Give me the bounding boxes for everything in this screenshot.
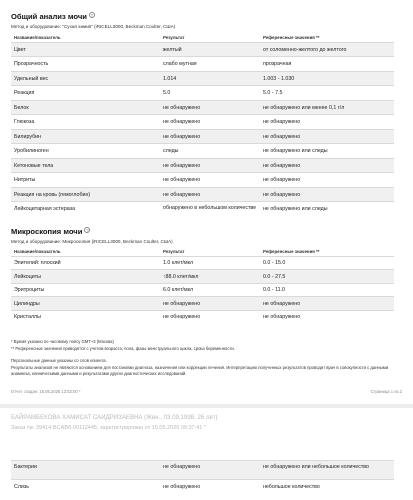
micro-section-title [11,227,90,236]
urine-table-header [11,34,394,42]
row-name: Уробилиноген [11,144,163,159]
page-number: Страница 1 из 2 [370,389,402,394]
row-ref: не обнаружено или следы [263,144,394,159]
micro-title-text: Микроскопия мочи [11,227,83,236]
row-name: Билирубин [11,129,163,144]
row-ref: от соломенно-желтого до желтого [263,42,394,57]
report-created: Отчет создан: 16.05.2025 13:53:00 * [11,389,81,394]
row-ref: 0.0 - 27.5 [263,270,394,284]
row-result: не обнаружено [163,314,201,320]
row-ref: не обнаружено [263,173,394,188]
row-ref: не обнаружено [263,129,394,144]
col-header-name: Название/показатель [14,35,61,40]
row-name: Цвет [11,42,163,57]
row-ref: 0.0 - 11.0 [263,283,394,297]
table-row [11,480,394,494]
col-header-ref: Референсные значения ** [263,35,320,40]
urine-method: Метод и оборудование: "Сухая химия" (iRICELL3000, Beckman Coulter, США) [11,24,176,29]
row-ref: не обнаружено [263,158,394,173]
row-ref: не обнаружено [263,297,394,311]
row-result-cell [163,256,263,270]
table-row [11,173,394,188]
urine-section-title [11,12,95,21]
row-name: Прозрачность [11,57,163,72]
row-name: Цилиндры [11,297,163,311]
row-result: 1.014 [163,71,263,86]
row-ref: не обнаружено [263,115,394,130]
row-result: не обнаружено [163,461,263,480]
row-result: обнаружено в небольшом количестве [163,202,263,220]
row-name: Глюкоза [11,115,163,130]
table-row [11,100,394,115]
table-row [11,461,394,480]
row-name: Лейкоциты [11,270,163,284]
row-result: 6.0 клет/мкл [163,287,194,293]
row-result-cell [163,270,263,284]
row-result-cell [163,283,263,297]
row-result: слабо мутная [163,57,263,72]
row-ref: небольшое количество [263,480,394,494]
page2-table [11,460,394,494]
row-name: Кристаллы [11,310,163,324]
urine-title-text: Общий анализ мочи [11,12,87,21]
col-header-ref: Референсные значения ** [263,249,320,254]
table-row [11,283,394,297]
row-ref: не обнаружено [263,310,394,324]
row-ref: 1.003 - 1.030 [263,71,394,86]
table-row [11,297,394,311]
micro-table-header [11,248,394,256]
table-row [11,158,394,173]
row-name: Белок [11,100,163,115]
info-icon[interactable]: ? [86,228,89,233]
col-header-result: Результат [163,35,185,40]
info-icon[interactable]: ? [90,13,94,18]
row-result: не обнаружено [163,480,263,494]
urine-table [11,34,394,220]
note-time: * Время указано по часовому поясу GMT+3 (Москва) [11,339,114,344]
row-name: Лейкоцитарная эстераза [11,202,163,220]
table-row [11,256,394,270]
note-personal: Персональные данные указаны со слов клиента. [11,358,107,363]
row-name: Слизь [11,480,163,494]
micro-table [11,248,394,324]
note-disclaimer: Результаты анализов не являются основанием для постановки диагноза, назначения или коррекции лечения. Интерпретацию полученных результатов проводит врач в совокупности с данными анамнеза, клиническими данными и результатами других диагностических исследований. [11,365,389,376]
row-name: Реакция [11,86,163,101]
col-header-result: Результат [163,249,185,254]
row-name: Удельный вес [11,71,163,86]
table-row [11,57,394,72]
row-ref: не обнаружено или небольшое количество [263,461,394,480]
arrow-up-icon: ↑ [163,273,166,280]
row-ref: 0.0 - 15.0 [263,256,394,270]
row-result: 5.0 [163,86,263,101]
row-result: не обнаружено [163,158,263,173]
row-ref: прозрачная [263,57,394,72]
table-row [11,115,394,130]
table-row [11,187,394,202]
table-row [11,144,394,159]
note-reference: ** Референсные значения приводятся с учетом возраста, пола, фазы менструального цикла, срока беременности. [11,346,235,351]
row-result-cell [163,310,263,324]
row-result: не обнаружено [163,129,263,144]
row-ref: 5.0 - 7.5 [263,86,394,101]
row-result: следы [163,144,263,159]
row-ref: не обнаружено [263,187,394,202]
row-result: не обнаружено [163,187,263,202]
row-ref: не обнаружено или следы [263,202,394,220]
row-result: желтый [163,42,263,57]
table-row [11,71,394,86]
row-name: Нитриты [11,173,163,188]
row-ref: не обнаружено или менее 0,1 г/л [263,100,394,115]
row-result: не обнаружено [163,300,201,307]
table-row [11,42,394,57]
table-row [11,129,394,144]
row-name: Эпителий: плоский [11,256,163,270]
row-result: 88.0 клет/мкл [165,273,199,280]
row-result: не обнаружено [163,115,263,130]
table-row [11,270,394,284]
row-result: не обнаружено [163,173,263,188]
row-result: не обнаружено [163,100,263,115]
micro-method: Метод и оборудование: Микроскопия (iRICELL3000, Beckman Coulter, США) [11,239,173,244]
row-name: Бактерии [11,461,163,480]
row-result-cell [163,297,263,311]
patient-name: БАЙРАМБЕКОВА ХАМИСАТ САИДРИЗАЕВНА (Жен., 03.09.1998, 26 лет) [11,414,218,421]
order-number: Заказ №: 39414-BCAB8-00112445, зарегистрирован от 15.05.2025 09:37:41 * [11,425,206,431]
row-name: Реакция на кровь (гемоглобин) [11,187,163,202]
table-row [11,202,394,220]
row-name: Эритроциты [11,283,163,297]
table-row [11,86,394,101]
table-row [11,310,394,324]
row-result: 1.0 клет/мкл [163,260,194,266]
col-header-name: Название/показатель [14,249,61,254]
report-page-2 [0,408,413,500]
row-name: Кетоновые тела [11,158,163,173]
